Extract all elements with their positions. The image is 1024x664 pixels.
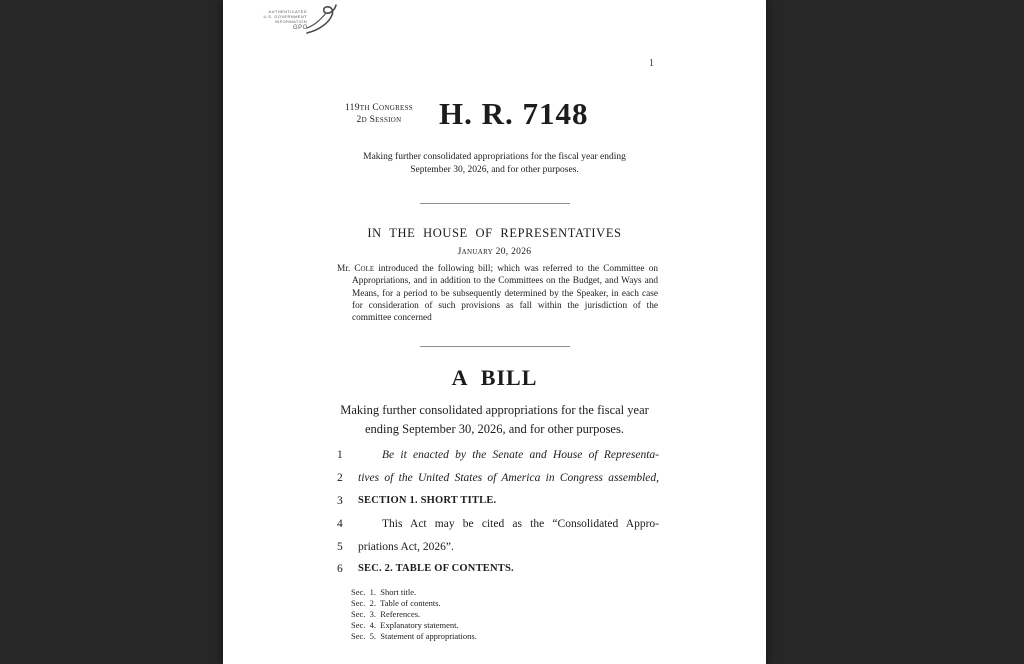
congress-session-block: [333, 102, 425, 126]
session-label: 2d Session: [356, 115, 402, 125]
line-text: SEC. 2. TABLE OF CONTENTS.: [358, 563, 514, 575]
line-text: This Act may be cited as the “Consolidated Appro-: [382, 517, 659, 530]
introduction-date: January 20, 2026: [457, 247, 532, 257]
bill-heading: A BILL: [451, 365, 538, 390]
sponsor-action: introduced the following bill; which was referred to the Committee on Appropriations, and in addition to the Committees on the Budget, and Ways and Means, for a period to be subsequently determined by the Speaker, in each case for consideration of such provisions as fall within the jurisdiction of the committee concerned: [352, 264, 658, 324]
toc-entry: Sec. 2. Table of contents.: [351, 598, 441, 608]
bill-line: [331, 558, 659, 581]
chamber-heading: IN THE HOUSE OF REPRESENTATIVES: [367, 226, 622, 240]
line-number: 3: [337, 494, 343, 507]
line-text: priations Act, 2026”.: [358, 540, 454, 553]
line-number: 6: [337, 563, 343, 576]
bill-title: Making further consolidated appropriations for the fiscal year ending September 30, 2026, and for other purposes.: [340, 403, 649, 436]
horizontal-rule: [420, 203, 570, 204]
sponsor-name: Cole: [354, 264, 375, 274]
gpo-seal-line2: U.S. GOVERNMENT: [263, 14, 307, 19]
gpo-eagle-swoosh-icon: [305, 3, 341, 37]
line-text: tives of the United States of America in Congress assembled,: [358, 471, 659, 484]
toc-entry: Sec. 1. Short title.: [351, 587, 417, 597]
bill-line: [331, 513, 659, 536]
table-of-contents: [351, 587, 477, 642]
sponsor-paragraph: [337, 263, 658, 324]
official-long-title: Making further consolidated appropriations for the fiscal year ending September 30, 2026, and for other purposes.: [363, 152, 626, 175]
bill-header: [333, 96, 589, 132]
line-text: Be it enacted by the Senate and House of Representa-: [382, 449, 659, 461]
toc-entry: Sec. 5. Statement of appropriations.: [351, 631, 477, 641]
page-number: 1: [649, 58, 654, 69]
toc-entry: Sec. 4. Explanatory statement.: [351, 620, 459, 630]
bill-line: [331, 467, 659, 490]
bill-line: [331, 490, 659, 513]
gpo-seal-line1: AUTHENTICATED: [268, 9, 307, 14]
line-number: 5: [337, 540, 343, 553]
congress-label: 119th Congress: [344, 103, 414, 113]
gpo-seal-text: [261, 9, 307, 24]
bill-line: [331, 536, 659, 559]
toc-entry: Sec. 3. References.: [351, 609, 421, 619]
line-number: 1: [337, 449, 343, 461]
line-number: 4: [337, 517, 343, 530]
bill-line: [331, 444, 659, 467]
line-number: 2: [337, 471, 343, 484]
document-page: [223, 0, 766, 664]
horizontal-rule: [420, 346, 570, 347]
gpo-seal-line3: INFORMATION: [274, 19, 307, 24]
gpo-authentication-seal: [261, 3, 341, 37]
bill-number: H. R. 7148: [439, 96, 589, 131]
gpo-acronym: GPO: [293, 25, 308, 31]
bill-body: [331, 444, 659, 581]
sponsor-prefix: Mr.: [337, 264, 355, 274]
line-text: SECTION 1. SHORT TITLE.: [358, 494, 497, 506]
